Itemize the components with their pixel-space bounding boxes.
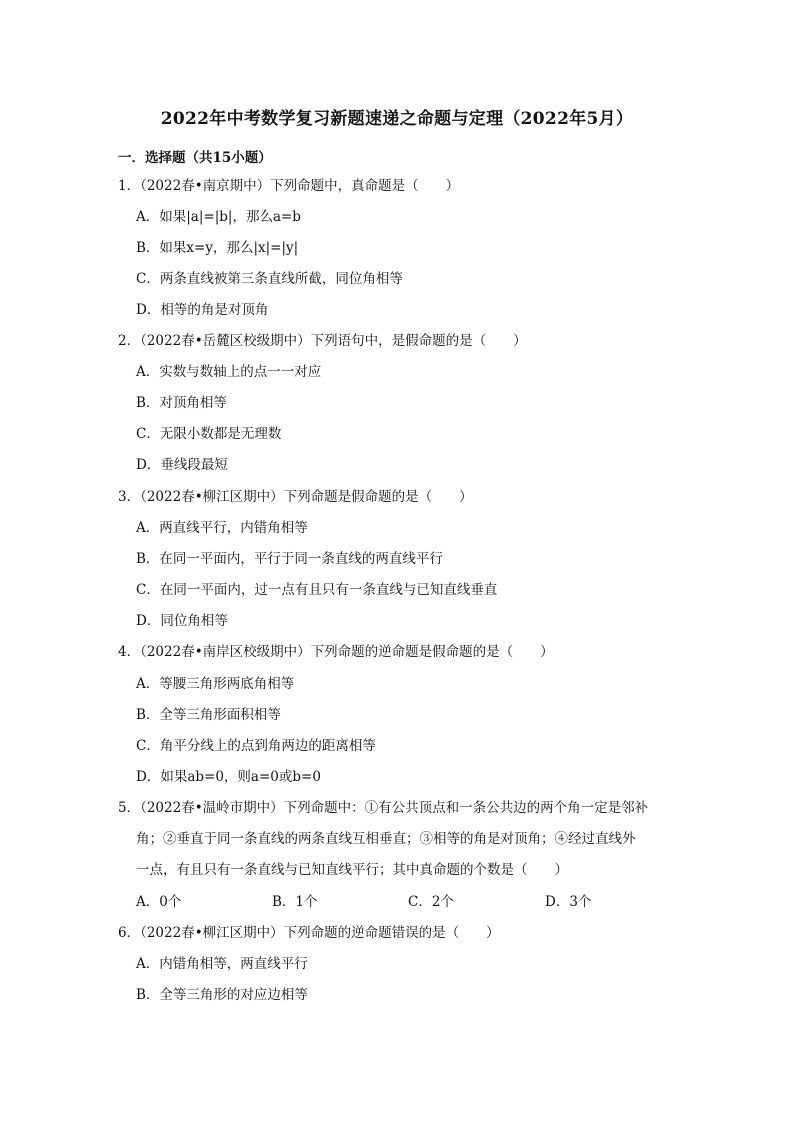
question-1-option-d: D．相等的角是对顶角 — [136, 302, 269, 318]
question-1-option-b: B．如果x=y，那么|x|=|y| — [136, 240, 299, 256]
question-2-option-d: D．垂线段最短 — [136, 457, 228, 473]
question-4-option-d: D．如果ab=0，则a=0或b=0 — [136, 769, 321, 785]
question-4-option-c: C．角平分线上的点到角两边的距离相等 — [136, 738, 376, 754]
question-6-option-b: B．全等三角形的对应边相等 — [136, 987, 308, 1003]
question-3-option-c: C．在同一平面内，过一点有且只有一条直线与已知直线垂直 — [136, 582, 498, 598]
question-5-option-d: D．3个 — [545, 894, 592, 910]
question-1-option-c: C．两条直线被第三条直线所截，同位角相等 — [136, 271, 403, 287]
question-5-option-b: B．1个 — [272, 894, 318, 910]
question-3-option-b: B．在同一平面内，平行于同一条直线的两直线平行 — [136, 551, 443, 567]
question-4-option-b: B．全等三角形面积相等 — [136, 707, 281, 723]
question-2-option-c: C．无限小数都是无理数 — [136, 426, 282, 442]
question-2-stem: 2．（2022春•岳麓区校级期中）下列语句中，是假命题的是（ ） — [118, 333, 527, 349]
section-heading: 一．选择题（共15小题） — [118, 150, 272, 166]
question-1-stem: 1．（2022春•南京期中）下列命题中，真命题是（ ） — [118, 178, 460, 194]
question-3-option-d: D．同位角相等 — [136, 613, 228, 629]
question-5-stem-line-2: 角；②垂直于同一条直线的两条直线互相垂直；③相等的角是对顶角；④经过直线外 — [136, 831, 636, 847]
question-5-option-a: A．0个 — [136, 894, 182, 910]
question-6-option-a: A．内错角相等，两直线平行 — [136, 956, 308, 972]
question-6-stem: 6．（2022春•柳江区期中）下列命题的逆命题错误的是（ ） — [118, 925, 500, 941]
question-2-option-a: A．实数与数轴上的点一一对应 — [136, 364, 322, 380]
question-1-option-a: A．如果|a|=|b|，那么a=b — [136, 209, 301, 225]
question-5-stem-line-3: 一点，有且只有一条直线与已知直线平行；其中真命题的个数是（ ） — [136, 862, 568, 878]
document-title: 2022年中考数学复习新题速递之命题与定理（2022年5月） — [160, 109, 634, 129]
question-4-stem: 4．（2022春•南岸区校级期中）下列命题的逆命题是假命题的是（ ） — [118, 644, 554, 660]
question-4-option-a: A．等腰三角形两底角相等 — [136, 676, 295, 692]
question-3-option-a: A．两直线平行，内错角相等 — [136, 520, 308, 536]
question-3-stem: 3．（2022春•柳江区期中）下列命题是假命题的是（ ） — [118, 489, 473, 505]
question-5-stem-line-1: 5．（2022春•温岭市期中）下列命题中：①有公共顶点和一条公共边的两个角一定是邻补 — [118, 800, 649, 816]
question-5-option-c: C．2个 — [408, 894, 454, 910]
question-2-option-b: B．对顶角相等 — [136, 395, 227, 411]
